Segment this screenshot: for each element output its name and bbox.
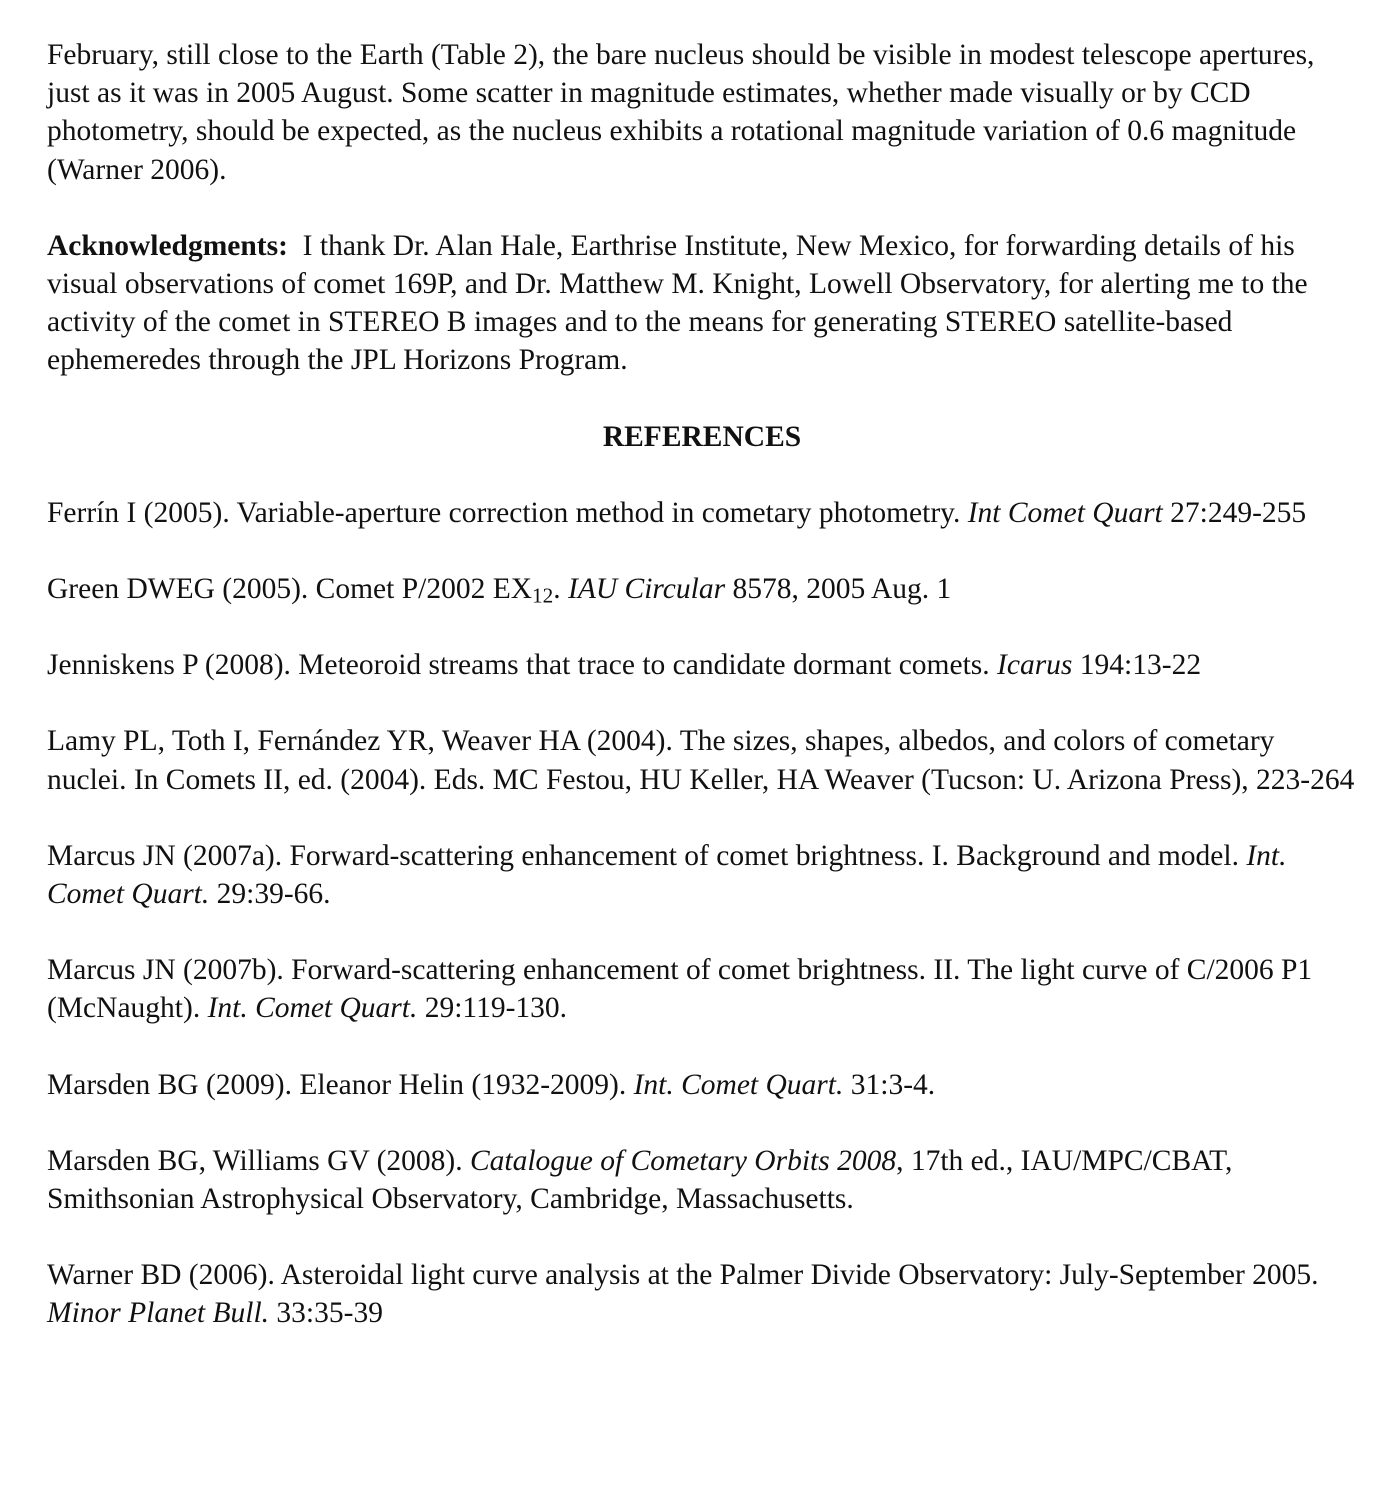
reference-citation: , 17th ed., IAU/MPC/CBAT, Smithsonian Astrophysical Observatory, Cambridge, Massachusetts. <box>47 1144 1233 1216</box>
reference-marcus-2007b <box>47 951 1357 1027</box>
page-content <box>47 36 1357 1333</box>
reference-citation: 27:249-255 <box>1162 496 1307 529</box>
reference-text: Warner BD (2006). Asteroidal light curve analysis at the Palmer Divide Observatory: July-September 2005. <box>47 1259 1319 1292</box>
references-heading: REFERENCES <box>602 420 802 453</box>
reference-citation: 33:35-39 <box>269 1297 383 1330</box>
reference-journal: IAU Circular <box>568 573 726 606</box>
acknowledgments-text: I thank Dr. Alan Hale, Earthrise Institute, New Mexico, for forwarding details of his visual observations of comet 169P, and Dr. Matthew M. Knight, Lowell Observatory, for alerting me to the activity of the comet in STEREO B images and to the means for generating STEREO satellite-based ephemeredes through the JPL Horizons Program. <box>47 229 1308 377</box>
reference-citation: 29:39-66. <box>209 878 331 911</box>
reference-ferrin-2005 <box>47 494 1357 532</box>
intro-paragraph: February, still close to the Earth (Table 2), the bare nucleus should be visible in modest telescope apertures, just as it was in 2005 August. Some scatter in magnitude estimates, whether made visually or by CCD photometry, should be expected, as the nucleus exhibits a rotational magnitude variation of 0.6 magnitude (Warner 2006). <box>47 39 1315 186</box>
reference-text-continued: . <box>553 573 569 606</box>
reference-lamy-2004 <box>47 722 1357 798</box>
reference-green-2005 <box>47 570 1357 608</box>
reference-journal: Minor Planet Bull. <box>47 1297 270 1330</box>
reference-marsden-2009 <box>47 1066 1357 1104</box>
reference-citation: 194:13-22 <box>1072 649 1202 682</box>
reference-citation: 8578, 2005 Aug. 1 <box>725 573 952 606</box>
reference-subscript: 12 <box>532 583 554 608</box>
reference-journal: Int. Comet Quart. <box>633 1068 844 1101</box>
reference-text: Marcus JN (2007a). Forward-scattering enhancement of comet brightness. I. Background and model. <box>47 839 1247 872</box>
reference-text: Marsden BG (2009). Eleanor Helin (1932-2009). <box>47 1068 634 1101</box>
reference-title: Catalogue of Cometary Orbits 2008 <box>469 1144 897 1177</box>
reference-text: Lamy PL, Toth I, Fernández YR, Weaver HA (2004). The sizes, shapes, albedos, and colors of cometary nuclei. In Comets II, ed. (2004). Eds. MC Festou, HU Keller, HA Weaver (Tucson: U. Arizona Press), 223-264 <box>47 725 1355 796</box>
reference-journal: Int. Comet Quart. <box>47 839 1287 911</box>
references-list <box>47 494 1357 1333</box>
reference-warner-2006 <box>47 1256 1357 1332</box>
reference-journal: Int Comet Quart <box>967 496 1163 529</box>
reference-text: Jenniskens P (2008). Meteoroid streams that trace to candidate dormant comets. <box>47 649 998 682</box>
reference-text: Ferrín I (2005). Variable-aperture correction method in cometary photometry. <box>47 496 968 529</box>
reference-jenniskens-2008 <box>47 646 1357 684</box>
reference-citation: 29:119-130. <box>417 992 568 1025</box>
reference-marsden-williams-2008 <box>47 1142 1357 1218</box>
acknowledgments-label: Acknowledgments: <box>47 229 288 262</box>
reference-text: Marsden BG, Williams GV (2008). <box>47 1144 470 1177</box>
reference-journal: Int. Comet Quart. <box>207 992 418 1025</box>
reference-citation: 31:3-4. <box>843 1068 936 1101</box>
reference-text: Marcus JN (2007b). Forward-scattering enhancement of comet brightness. II. The light curve of C/2006 P1 (McNaught). <box>47 954 1313 1025</box>
reference-text: Green DWEG (2005). Comet P/2002 EX <box>47 573 533 606</box>
acknowledgments-paragraph <box>47 227 1357 380</box>
reference-marcus-2007a <box>47 837 1357 913</box>
reference-journal: Icarus <box>997 649 1073 682</box>
